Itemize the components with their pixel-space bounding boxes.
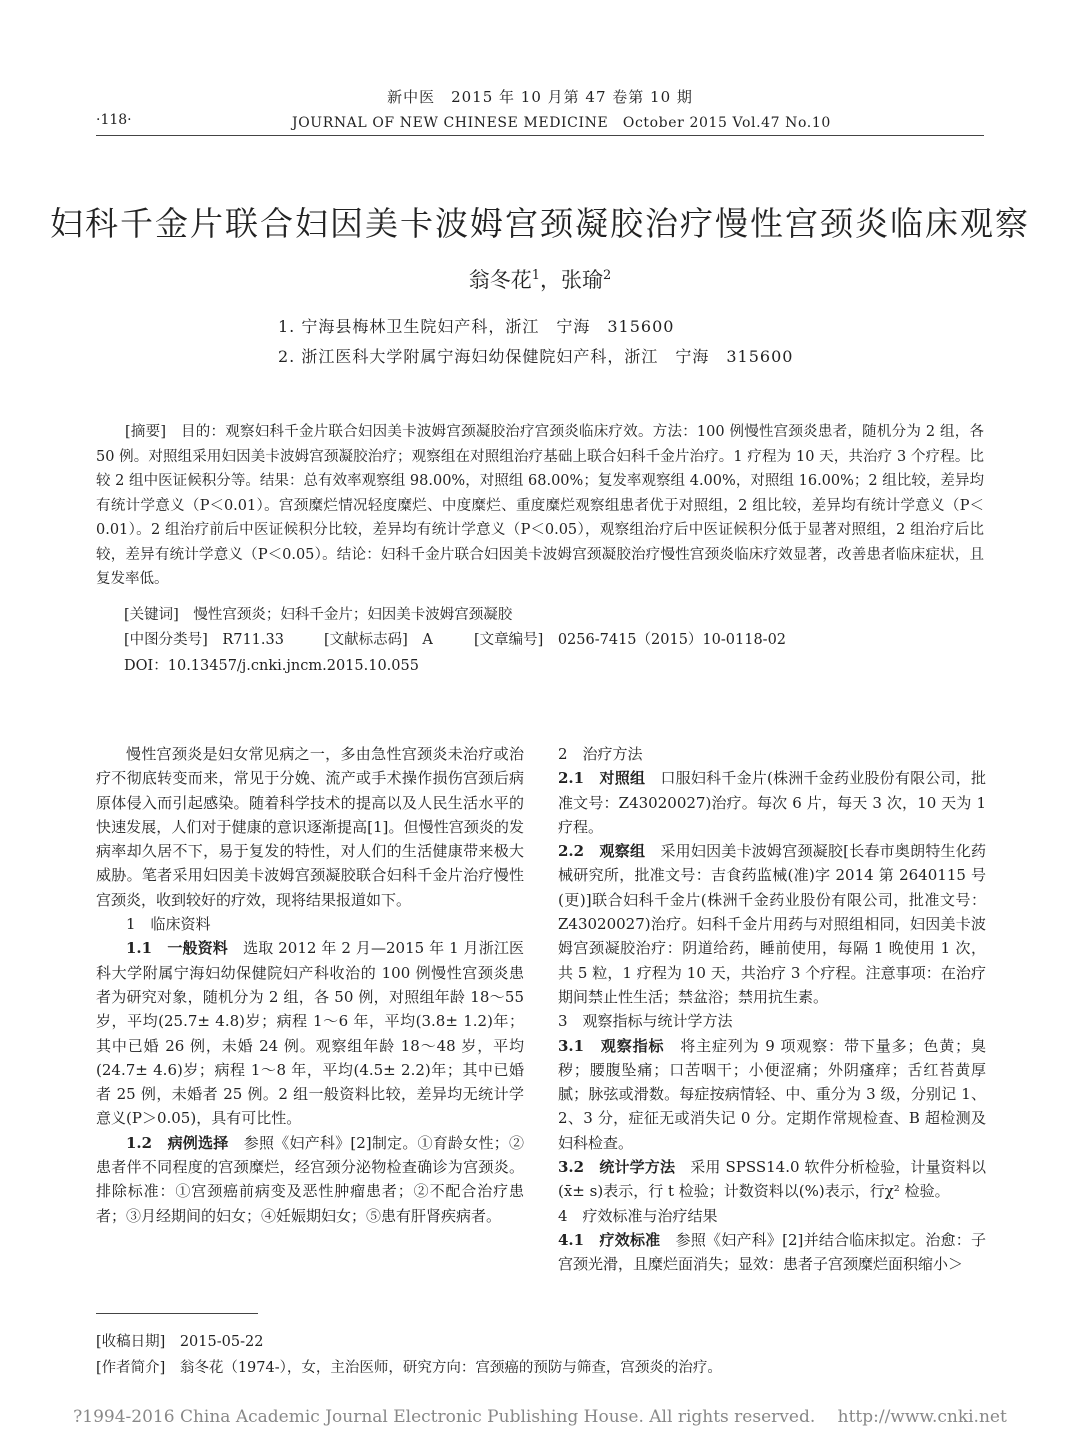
affiliation-1: 1. 宁海县梅林卫生院妇产科，浙江 宁海 315600 (278, 317, 675, 336)
section-heading: 1 临床资料 (126, 915, 211, 934)
paragraph (558, 839, 986, 1009)
subsection-heading: 2.1 对照组 (558, 769, 646, 788)
paragraph (96, 936, 524, 1130)
subsection-heading: 1.1 一般资料 (126, 939, 228, 958)
journal-header-en: JOURNAL OF NEW CHINESE MEDICINE October 2015 Vol.47 No.10 (292, 115, 831, 131)
header-rule (96, 135, 984, 136)
article-number: [文章编号] 0256-7415（2015）10-0118-02 (474, 632, 787, 648)
subsection-heading: 3.2 统计学方法 (558, 1158, 676, 1177)
author-separator: ， (540, 268, 561, 292)
subsection-heading: 4.1 疗效标准 (558, 1230, 661, 1249)
paragraph-text: 选取 2012 年 2 月—2015 年 1 月浙江医科大学附属宁海妇幼保健院妇产科收治的 100 例慢性宫颈炎患者为研究对象，随机分为 2 组，各 50 例，对照组年龄 18～55 岁，平均(25.7± 4.8)岁；病程 1～6 年，平均(3.8± 1.2)年；其中已婚 26 例，未婚 24 例。观察组年龄 18～48 岁，平均(24.7± 4.6)岁；病程 1～8 年，平均(4.5± 2.2)年；其中已婚者 25 例，未婚者 25 例。2 组一般资料比较，差异均无统计学意义(P＞0.05)，具有可比性。 (96, 939, 524, 1128)
author-affil-mark: 1 (531, 268, 540, 283)
clc-number: [中图分类号] R711.33 (124, 632, 284, 648)
subsection-heading: 2.2 观察组 (558, 842, 646, 861)
received-date: [收稿日期] 2015-05-22 (96, 1334, 264, 1350)
paper-title: 妇科千金片联合妇因美卡波姆宫颈凝胶治疗慢性宫颈炎临床观察 (50, 204, 1030, 243)
section-heading: 3 观察指标与统计学方法 (558, 1012, 733, 1031)
section-heading: 2 治疗方法 (558, 745, 643, 763)
paragraph (558, 766, 986, 839)
paragraph (558, 1155, 986, 1204)
author-affil-mark: 2 (603, 268, 612, 283)
author-bio: [作者简介] 翁冬花（1974-），女，主治医师，研究方向：宫颈癌的预防与筛查，宫颈炎的治疗。 (96, 1360, 722, 1376)
abstract (96, 420, 984, 592)
section-heading: 4 疗效标准与治疗结果 (558, 1206, 718, 1225)
keywords: [关键词] 慢性宫颈炎；妇科千金片；妇因美卡波姆宫颈凝胶 (124, 607, 513, 623)
intro-paragraph: 慢性宫颈炎是妇女常见病之一，多由急性宫颈炎未治疗或治疗不彻底转变而来，常见于分娩、流产或手术操作损伤宫颈后病原体侵入而引起感染。随着科学技术的提高以及人民生活水平的快速发展，人们对于健康的意识逐渐提高[1]。但慢性宫颈炎的发病率却久居不下，易于复发的特性，对人们的生活健康带来极大威胁。笔者采用妇因美卡波姆宫颈凝胶联合妇科千金片治疗慢性宫颈炎，收到较好的疗效，现将结果报道如下。 (96, 745, 524, 909)
paragraph-text: 采用 SPSS14.0 软件分析检验，计量资料以(x̄± s)表示，行 t 检验；计数资料以(%)表示，行χ² 检验。 (558, 1158, 986, 1201)
affiliation-2: 2. 浙江医科大学附属宁海妇幼保健院妇产科，浙江 宁海 315600 (278, 347, 794, 366)
document-code: [文献标志码] A (324, 632, 433, 648)
footnote-rule (96, 1313, 258, 1314)
abstract-text: [摘要] 目的：观察妇科千金片联合妇因美卡波姆宫颈凝胶治疗宫颈炎临床疗效。方法：100 例慢性宫颈炎患者，随机分为 2 组，各 50 例。对照组采用妇因美卡波姆宫颈凝胶治疗；观察组在对照组治疗基础上联合妇科千金片治疗。1 疗程为 10 天，共治疗 3 个疗程。比较 2 组中医证候积分等。结果：总有效率观察组 98.00%，对照组 68.00%；复发率观察组 4.00%，对照组 16.00%；2 组比较，差异均有统计学意义（P＜0.01）。宫颈糜烂情况轻度糜烂、中度糜烂、重度糜烂观察组患者优于对照组，2 组比较，差异均有统计学意义（P＜0.01）。2 组治疗前后中医证候积分比较，差异均有统计学意义（P＜0.05），观察组治疗后中医证候积分低于显著对照组，2 组治疗后比较，差异有统计学意义（P＜0.05）。结论：妇科千金片联合妇因美卡波姆宫颈凝胶治疗慢性宫颈炎临床疗效显著，改善患者临床症状，且复发率低。 (96, 424, 984, 587)
paragraph (96, 1131, 524, 1228)
paragraph-text: 参照《妇产科》[2]制定。①育龄女性；②患者伴不同程度的宫颈糜烂，经宫颈分泌物检查确诊为宫颈炎。排除标准：①宫颈癌前病变及恶性肿瘤患者；②不配合治疗患者；③月经期间的妇女；④妊娠期妇女；⑤患有肝肾疾病者。 (96, 1133, 524, 1225)
author-name: 翁冬花 (468, 268, 532, 292)
paragraph (558, 1034, 986, 1155)
copyright-notice: ?1994-2016 China Academic Journal Electronic Publishing House. All rights reserved. http://www.cnki.net (73, 1407, 1007, 1427)
journal-header-cn: 新中医 2015 年 10 月第 47 卷第 10 期 (387, 88, 693, 106)
paragraph-text: 口服妇科千金片(株洲千金药业股份有限公司，批准文号：Z43020027)治疗。每次 6 片，每天 3 次，10 天为 1 疗程。 (558, 769, 986, 836)
subsection-heading: 3.1 观察指标 (558, 1036, 665, 1055)
classification-line (124, 628, 786, 649)
subsection-heading: 1.2 病例选择 (126, 1133, 229, 1152)
author-name: 张瑜 (561, 268, 603, 292)
page-number: ·118· (96, 112, 132, 128)
author-line (0, 264, 1080, 294)
doi: DOI：10.13457/j.cnki.jncm.2015.10.055 (124, 658, 419, 674)
paragraph-text: 将主症列为 9 项观察：带下量多；色黄；臭秽；腰腹坠痛；口苦咽干；小便涩痛；外阴瘙痒；舌红苔黄厚腻；脉弦或滑数。每症按病情轻、中、重分为 3 级，分别记 1、2、3 分，症征无或消失记 0 分。定期作常规检查、B 超检测及妇科检查。 (558, 1036, 986, 1152)
right-column (558, 742, 986, 1277)
paragraph-text: 采用妇因美卡波姆宫颈凝胶[长春市奥朗特生化药械研究所，批准文号：吉食药监械(准)字 2014 第 2640115 号(更)]联合妇科千金片(株洲千金药业股份有限公司，批准文号：Z43020027)治疗。妇科千金片用药与对照组相同，妇因美卡波姆宫颈凝胶治疗：阴道给药，睡前使用，每隔 1 晚使用 1 次，共 5 粒，1 疗程为 10 天，共治疗 3 个疗程。注意事项：在治疗期间禁止性生活；禁盆浴；禁用抗生素。 (558, 842, 986, 1006)
paragraph (558, 1228, 986, 1277)
left-column (96, 742, 524, 1228)
paragraph-text: 参照《妇产科》[2]并结合临床拟定。治愈：子宫颈光滑，且糜烂面消失；显效：患者子宫颈糜烂面积缩小＞ (558, 1230, 986, 1274)
